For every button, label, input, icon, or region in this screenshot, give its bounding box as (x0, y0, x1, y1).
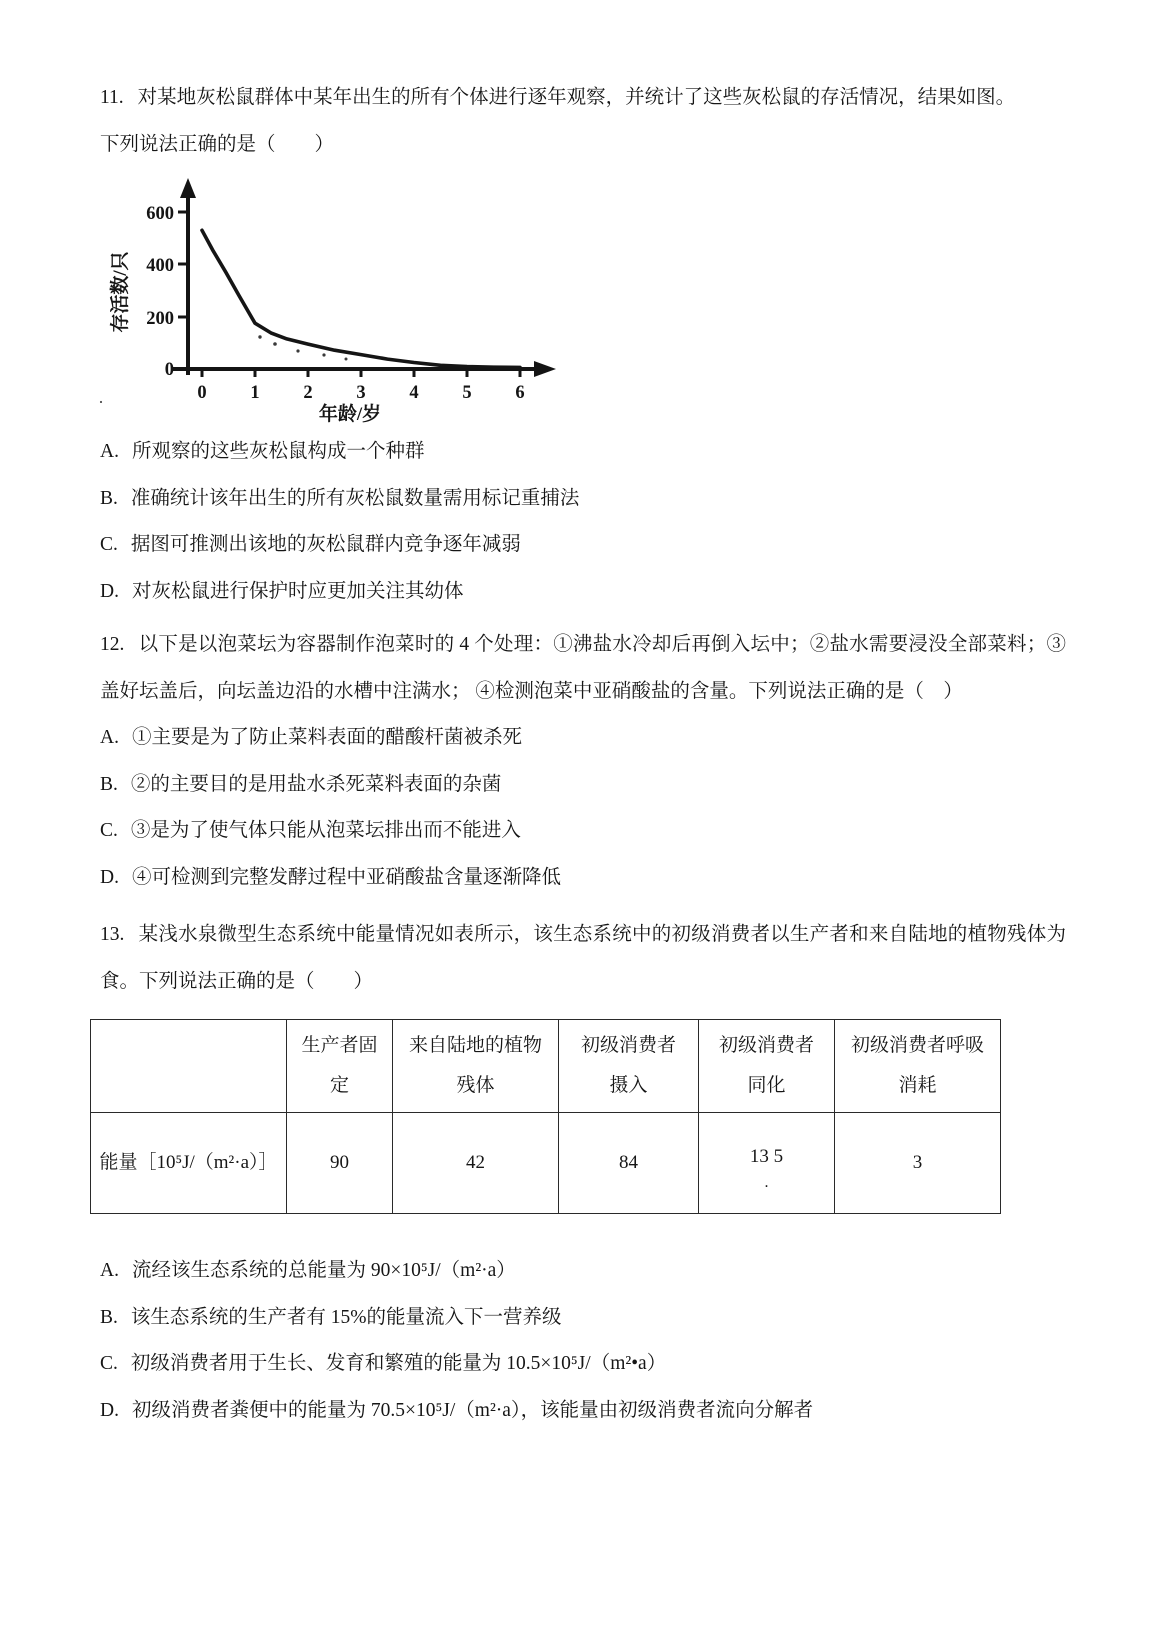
xtick-label-2: 2 (303, 383, 313, 403)
cell-consumer-respiration: 3 (835, 1113, 1001, 1214)
header-consumer-respiration-line1: 初级消费者呼吸 (850, 1035, 984, 1056)
q12-option-a (100, 715, 1066, 762)
q12-number: 12. (100, 634, 125, 655)
header-consumer-respiration (835, 1020, 1001, 1113)
ytick-label-400: 400 (146, 256, 174, 276)
q12-option-c-label: C. (100, 820, 118, 841)
xtick-label-5: 5 (462, 383, 472, 403)
q13-option-b-label: B. (100, 1306, 118, 1328)
ytick-label-600: 600 (146, 204, 174, 224)
cell-consumer-assimilation-main: 13 5 (749, 1146, 784, 1167)
q13-options (100, 1248, 1066, 1434)
q11-option-d-label: D. (100, 580, 119, 602)
header-terrestrial-debris (393, 1020, 559, 1113)
q12-option-d (100, 855, 1066, 902)
q13-stem (100, 911, 1066, 1005)
ytick-label-0: 0 (164, 360, 174, 380)
q11-options (100, 429, 1066, 615)
header-producer-fixed-line2: 定 (329, 1075, 349, 1096)
header-consumer-intake (559, 1020, 699, 1113)
header-consumer-respiration-line2: 消耗 (898, 1075, 937, 1096)
header-consumer-assimilation-line2: 同化 (747, 1075, 786, 1096)
survival-curve (202, 230, 520, 367)
speckle-icon (322, 353, 325, 356)
q12-stem (100, 621, 1066, 715)
header-consumer-intake-line1: 初级消费者 (580, 1035, 676, 1056)
q13-option-c (100, 1341, 1066, 1388)
speckle-icon (258, 335, 261, 338)
q11-option-a-text: 所观察的这些灰松鼠构成一个种群 (131, 441, 425, 462)
q13-option-d-text: 初级消费者粪便中的能量为 70.5×10⁵J/（m²·a），该能量由初级消费者流向分解者 (131, 1399, 814, 1421)
header-producer-fixed (287, 1020, 393, 1113)
q11-option-c (100, 522, 1066, 569)
header-consumer-assimilation-line1: 初级消费者 (718, 1035, 814, 1056)
xtick-label-0: 0 (197, 383, 207, 403)
q12-option-d-label: D. (100, 866, 119, 888)
q13-option-c-label: C. (100, 1353, 118, 1374)
q12-stem-text: 以下是以泡菜坛为容器制作泡菜时的 4 个处理：①沸盐水冷却后再倒入坛中；②盐水需要浸没全部菜料；③盖好坛盖后，向坛盖边沿的水槽中注满水； ④检测泡菜中亚硝酸盐的含量。下列说法正确的是（ ） (100, 634, 1066, 702)
q12-option-d-text: ④可检测到完整发酵过程中亚硝酸盐含量逐渐降低 (131, 866, 561, 888)
energy-table-data-row (91, 1113, 1001, 1214)
header-consumer-assimilation (699, 1020, 835, 1113)
survival-chart-svg (100, 172, 570, 424)
xtick-label-3: 3 (356, 383, 366, 403)
q12-option-a-label: A. (100, 727, 119, 748)
header-producer-fixed-line1: 生产者固 (301, 1035, 378, 1056)
q11-option-b-text: 准确统计该年出生的所有灰松鼠数量需用标记重捕法 (130, 487, 580, 509)
q13-option-d-label: D. (100, 1399, 119, 1421)
q11-option-a (100, 429, 1066, 476)
q11-stem-line1 (100, 74, 1066, 121)
q11-option-d (100, 569, 1066, 616)
q11-option-d-text: 对灰松鼠进行保护时应更加关注其幼体 (131, 580, 464, 602)
q13-option-b-text: 该生态系统的生产者有 15%的能量流入下一营养级 (130, 1306, 562, 1328)
scan-artifact-dot: · (98, 392, 104, 412)
energy-table-header-row (91, 1020, 1001, 1113)
x-axis-arrow-icon (534, 361, 556, 377)
q11-option-b-label: B. (100, 487, 118, 509)
cell-consumer-intake: 84 (559, 1113, 699, 1214)
q13-option-d (100, 1388, 1066, 1435)
q11-option-a-label: A. (100, 441, 119, 462)
q13-option-a-text: 流经该生态系统的总能量为 90×10⁵J/（m²·a） (131, 1260, 516, 1281)
q13-stem-text: 某浅水泉微型生态系统中能量情况如表所示，该生态系统中的初级消费者以生产者和来自陆地的植物残体为食。下列说法正确的是（ ） (100, 924, 1066, 992)
cell-consumer-assimilation (699, 1113, 835, 1214)
y-axis-title: 存活数/只 (110, 251, 131, 333)
q13-option-c-text: 初级消费者用于生长、发育和繁殖的能量为 10.5×10⁵J/（m²•a） (130, 1353, 667, 1374)
q12-option-b-text: ②的主要目的是用盐水杀死菜料表面的杂菌 (130, 773, 502, 795)
q12-option-b (100, 762, 1066, 809)
cell-producer-fixed: 90 (287, 1113, 393, 1214)
xtick-label-6: 6 (515, 383, 525, 403)
q11-option-c-label: C. (100, 534, 118, 555)
q11-number: 11. (100, 87, 124, 108)
x-axis-title: 年龄/岁 (318, 404, 382, 424)
header-terrestrial-debris-line2: 残体 (456, 1075, 495, 1096)
speckle-icon (296, 349, 299, 352)
cell-terrestrial-debris: 42 (393, 1113, 559, 1214)
q13-energy-table (90, 1019, 1001, 1214)
table-corner-cell (91, 1020, 287, 1113)
q13-option-b (100, 1295, 1066, 1342)
q12-option-c-text: ③是为了使气体只能从泡菜坛排出而不能进入 (130, 820, 521, 841)
ytick-label-200: 200 (146, 309, 174, 329)
header-terrestrial-debris-line1: 来自陆地的植物 (408, 1035, 542, 1056)
q13-option-a-label: A. (100, 1260, 119, 1281)
y-axis-arrow-icon (180, 178, 196, 198)
xtick-label-4: 4 (409, 383, 419, 403)
q13-option-a (100, 1248, 1066, 1295)
speckle-icon (273, 342, 277, 346)
speckle-icon (345, 358, 348, 361)
row-header-energy: 能量［10⁵J/（m²·a）］ (91, 1113, 287, 1214)
q11-survival-chart (100, 172, 570, 429)
q11-option-c-text: 据图可推测出该地的灰松鼠群内竞争逐年减弱 (130, 534, 521, 555)
q11-option-b (100, 476, 1066, 523)
q11-stem-line2: 下列说法正确的是（ ） (100, 134, 335, 155)
cell-consumer-assimilation-sub: . (764, 1174, 769, 1191)
q11-stem-text: 对某地灰松鼠群体中某年出生的所有个体进行逐年观察，并统计了这些灰松鼠的存活情况，结果如图。 (137, 87, 1016, 108)
xtick-label-1: 1 (250, 383, 260, 403)
q12-option-a-text: ①主要是为了防止菜料表面的醋酸杆菌被杀死 (131, 727, 522, 748)
header-consumer-intake-line2: 摄入 (609, 1075, 648, 1096)
q12-option-b-label: B. (100, 773, 118, 795)
q12-options (100, 715, 1066, 901)
q12-option-c (100, 808, 1066, 855)
q13-number: 13. (100, 924, 125, 945)
